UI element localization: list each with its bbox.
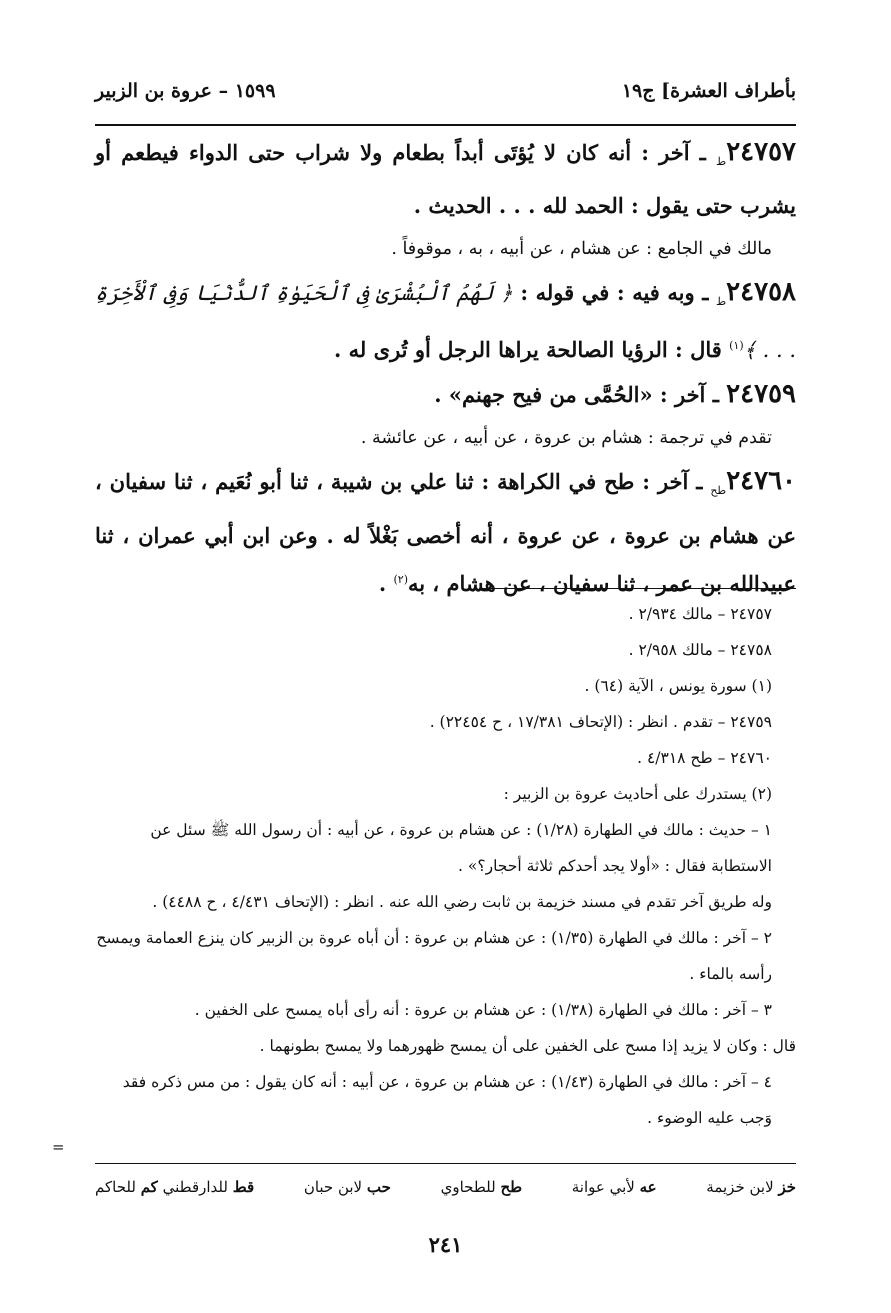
- footnote-line: ٢٤٧٥٨ – مالك ٢/٩٥٨ .: [628, 641, 772, 659]
- abbreviation-item: حب لابن حبان: [303, 1178, 391, 1196]
- hadith-end: .: [378, 570, 394, 596]
- hadith-entry: [95, 270, 796, 372]
- abbreviation-item: قط للدارقطني كم للحاكم: [95, 1178, 255, 1196]
- header-rule: [95, 124, 796, 126]
- footnote-rule: [481, 588, 796, 589]
- hadith-text: أنه كان لا يُؤتَى أبداً بطعام ولا شراب حتى الدواء فيطعم أو يشرب حتى يقول : الحمد لله . . . الحديث .: [95, 140, 796, 219]
- source-mark: ط: [716, 155, 727, 169]
- footnote-line: قال : وكان لا يزيد إذا مسح على الخفين على أن يمسح ظهورهما ولا يمسح بطونهما .: [259, 1037, 796, 1055]
- hadith-entry: [95, 372, 796, 417]
- footnote-line: وله طريق آخر تقدم في مسند خزيمة بن ثابت رضي الله عنه . انظر : (الإتحاف ٤/٤٣١ ، ح ٤٤٨٨) .: [152, 893, 772, 911]
- hadith-source: مالك في الجامع : عن هشام ، عن أبيه ، به ، موقوفاً .: [391, 239, 772, 260]
- hadith-number: ٢٤٧٥٩: [726, 379, 796, 410]
- source-mark: طح: [710, 484, 727, 498]
- footnote-line: (٢) يستدرك على أحاديث عروة بن الزبير :: [503, 785, 772, 803]
- hadith-source: تقدم في ترجمة : هشام بن عروة ، عن أبيه ، عن عائشة .: [360, 428, 772, 449]
- book-title: بأطراف العشرة] ج١٩: [621, 80, 796, 102]
- footnote-line: ٢٤٧٦٠ – طح ٤/٣١٨ .: [637, 749, 772, 767]
- hadith-entry: [95, 459, 796, 605]
- footnote-line: ٢ – آخر : مالك في الطهارة (١/٣٥) : عن هشام بن عروة : أن أباه عروة بن الزبير كان ينزع العمامة ويمسح رأسه بالماء .: [96, 929, 772, 983]
- footnote-ref: (١): [729, 339, 744, 353]
- abbreviations-legend: [95, 1178, 796, 1196]
- running-head: [95, 80, 796, 102]
- hadith-text: قال : الرؤيا الصالحة يراها الرجل أو تُرى له .: [334, 337, 722, 363]
- hadith-number: ٢٤٧٥٨: [726, 277, 796, 308]
- source-mark: ط: [715, 295, 727, 309]
- page-number: ٢٤١: [428, 1232, 463, 1257]
- quran-verse: ﴿ لَهُمُ ٱلْبُشْرَىٰ فِى ٱلْحَيَوٰةِ ٱلدُّنْيَا وَفِى ٱلْأَخِرَةِ . . . ﴾: [95, 281, 796, 363]
- abbreviation-item: خز لابن خزيمة: [706, 1178, 796, 1196]
- footnote-line: ٢٤٧٥٧ – مالك ٢/٩٣٤ .: [628, 605, 772, 623]
- footer-rule: [95, 1163, 796, 1164]
- hadith-label: ـ آخر :: [642, 469, 703, 495]
- footnote-line: ٤ – آخر : مالك في الطهارة (١/٤٣) : عن هشام بن عروة ، عن أبيه : أنه كان يقول : من مس ذكره فقد وَجب عليه الوضوء .: [122, 1073, 772, 1127]
- chapter-title: ١٥٩٩ – عروة بن الزبير: [95, 80, 276, 102]
- hadith-label: ـ آخر :: [659, 382, 719, 408]
- hadith-text: طح في الكراهة : ثنا علي بن شيبة ، ثنا أبو نُعَيم ، ثنا سفيان ، عن هشام بن عروة ، عن عروة ، أنه أخصى بَغْلاً له . وعن ابن أبي عمران ، ثنا عبيدالله بن عمر ، ثنا سفيان ، عن هشام ، به: [95, 469, 796, 596]
- abbreviation-item: طح للطحاوي: [440, 1178, 523, 1196]
- hadith-entry: [95, 130, 796, 228]
- margin-mark: =: [52, 1138, 65, 1156]
- hadith-number: ٢٤٧٦٠: [726, 466, 797, 497]
- footnote-line: (١) سورة يونس ، الآية (٦٤) .: [584, 677, 772, 695]
- footnote-ref: (٢): [393, 572, 408, 586]
- hadith-label: ـ وبه فيه : في قوله :: [520, 280, 709, 306]
- hadith-body: [95, 130, 796, 606]
- footnote-line: ٢٤٧٥٩ – تقدم . انظر : (الإتحاف ١٧/٣٨١ ، ح ٢٢٤٥٤) .: [429, 713, 772, 731]
- footnote-line: ١ – حديث : مالك في الطهارة (١/٢٨) : عن هشام بن عروة ، عن أبيه : أن رسول الله ﷺ سئل عن الاستطابة فقال : «أولا يجد أحدكم ثلاثة أحجار؟» .: [150, 821, 772, 875]
- footnotes: [95, 596, 796, 1136]
- hadith-number: ٢٤٧٥٧: [726, 137, 797, 167]
- hadith-text: «الحُمَّى من فيح جهنم» .: [434, 382, 653, 408]
- abbreviation-item: عه لأبي عوانة: [571, 1178, 657, 1196]
- footnote-line: ٣ – آخر : مالك في الطهارة (١/٣٨) : عن هشام بن عروة : أنه رأى أباه يمسح على الخفين .: [194, 1001, 772, 1019]
- hadith-label: ـ آخر :: [641, 140, 706, 165]
